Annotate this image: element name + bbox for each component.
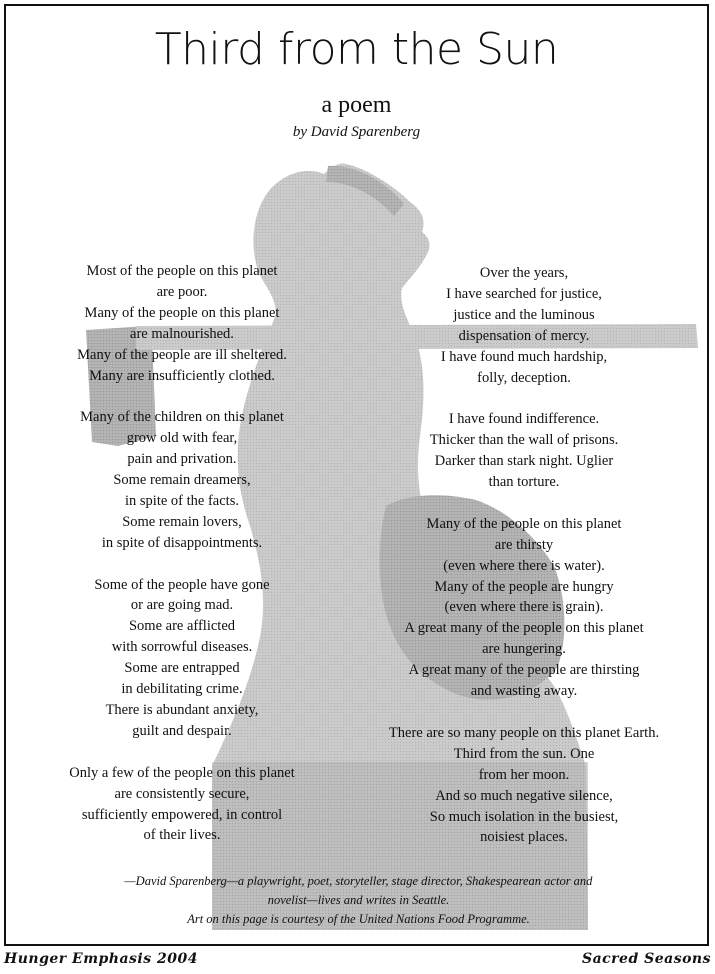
poem-line: There is abundant anxiety,	[105, 702, 259, 718]
poem-line: with sorrowful diseases.	[111, 639, 253, 656]
poem-line: grow old with fear,	[126, 430, 238, 447]
poem-line: are thirsty	[494, 536, 554, 553]
poem-line: Some are afflicted	[128, 618, 236, 635]
poem-line: noisiest places.	[480, 829, 568, 846]
credit-line: —David Sparenberg—a playwright, poet, storyteller, stage director, Shakespearean actor and	[124, 874, 593, 888]
poem-line: are malnourished.	[130, 325, 234, 342]
author-byline: by David Sparenberg	[292, 124, 421, 140]
poem-line: or are going mad.	[130, 597, 234, 614]
poem-line: Many of the people on this planet	[84, 304, 280, 321]
poem-column-right	[364, 263, 684, 869]
poem-line: pain and privation.	[127, 451, 237, 468]
footer-left-label: Hunger Emphasis 2004	[4, 951, 198, 967]
poem-column-left	[42, 261, 322, 867]
poem-line: in spite of disappointments.	[101, 534, 263, 551]
poem-stanza	[42, 407, 322, 553]
poem-line: Many of the people are hungry	[434, 578, 614, 595]
poem-line: Third from the sun. One	[453, 745, 595, 762]
poem-line: I have searched for justice,	[446, 285, 602, 302]
poem-line: Only a few of the people on this planet	[69, 764, 295, 781]
poem-line: than torture.	[488, 474, 560, 491]
poem-line: Some remain lovers,	[122, 513, 242, 530]
poem-line: So much isolation in the busiest,	[429, 808, 619, 825]
poem-line: There are so many people on this planet Earth.	[388, 724, 660, 741]
poem-line: A great many of the people on this planet	[404, 620, 644, 637]
credit-line: novelist—lives and writes in Seattle.	[267, 893, 450, 907]
poem-line: are consistently secure,	[114, 785, 250, 802]
poem-line: (even where there is grain).	[444, 599, 604, 616]
poem-line: are poor.	[156, 283, 208, 300]
poem-line: A great many of the people are thirsting	[408, 662, 640, 679]
poem-line: I have found indifference.	[448, 411, 600, 428]
poem-line: Most of the people on this planet	[86, 263, 278, 279]
poem-line: Many of the children on this planet	[80, 409, 284, 426]
poem-line: are hungering.	[482, 641, 566, 658]
page-title: Third from the Sun	[154, 24, 559, 75]
poem-line: justice and the luminous	[453, 306, 595, 323]
poem-line: from her moon.	[478, 766, 570, 783]
poem-line: in debilitating crime.	[121, 681, 243, 698]
poem-line: and wasting away.	[470, 683, 578, 700]
poem-line: sufficiently empowered, in control	[81, 806, 283, 823]
credit-line: Art on this page is courtesy of the United Nations Food Programme.	[187, 912, 530, 926]
poem-line: in spite of the facts.	[125, 492, 239, 509]
author-credit	[56, 872, 661, 929]
poem-stanza	[42, 261, 322, 386]
poem-line: Some of the people have gone	[94, 576, 270, 593]
page-frame	[4, 4, 709, 946]
poem-line: dispensation of mercy.	[458, 327, 590, 344]
poem-line: Many of the people are ill sheltered.	[77, 346, 287, 363]
poem-line: Many are insufficiently clothed.	[89, 367, 275, 384]
poem-line: Some remain dreamers,	[113, 472, 251, 489]
poem-stanza	[364, 409, 684, 493]
poem-stanza	[364, 514, 684, 702]
poem-line: Over the years,	[479, 265, 569, 281]
poem-line: And so much negative silence,	[435, 787, 613, 804]
poem-line: (even where there is water).	[443, 557, 605, 574]
poem-stanza	[364, 723, 684, 848]
poem-stanza	[42, 763, 322, 847]
poem-line: I have found much hardship,	[440, 348, 608, 365]
poem-stanza	[364, 263, 684, 388]
poem-line: Thicker than the wall of prisons.	[429, 432, 619, 449]
page-subtitle: a poem	[321, 92, 392, 118]
poem-line: guilt and despair.	[132, 722, 232, 739]
poem-stanza	[42, 575, 322, 742]
poem-line: Darker than stark night. Uglier	[434, 453, 614, 470]
footer-right-label: Sacred Seasons	[581, 951, 711, 967]
poem-line: Some are entrapped	[124, 660, 240, 677]
poem-line: of their lives.	[143, 827, 221, 844]
poem-line: Many of the people on this planet	[426, 515, 622, 532]
poem-line: folly, deception.	[477, 369, 571, 386]
